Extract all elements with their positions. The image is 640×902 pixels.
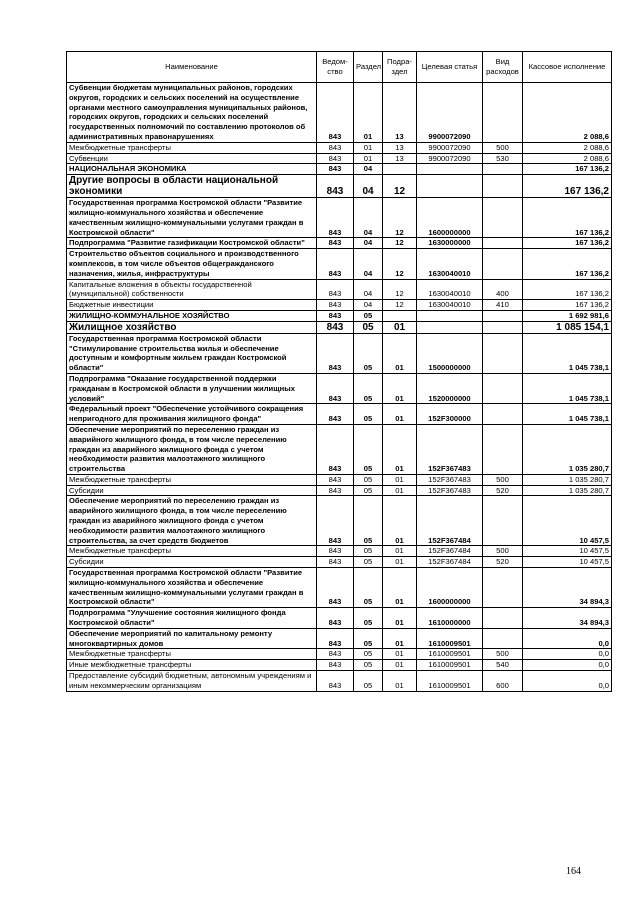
cell-target-article: 1600000000 [417, 198, 483, 238]
cell-target-article: 9900072090 [417, 83, 483, 143]
cell-target-article: 1610009501 [417, 649, 483, 660]
cell-podrazdel: 01 [383, 568, 417, 608]
table-row [67, 238, 612, 249]
cell-vedomstvo: 843 [317, 321, 354, 333]
cell-vedomstvo: 843 [317, 142, 354, 153]
table-row [67, 496, 612, 546]
table-row [67, 671, 612, 692]
cell-vedomstvo: 843 [317, 175, 354, 198]
cell-name: Предоставление субсидий бюджетным, автономным учреждениям и иным некоммерческим организациям [67, 671, 317, 692]
cell-target-article [417, 321, 483, 333]
table-row [67, 404, 612, 425]
cell-razdel: 04 [354, 238, 383, 249]
cell-razdel: 01 [354, 142, 383, 153]
cell-name: Федеральный проект "Обеспечение устойчивого сокращения непригодного для проживания жилищного фонда" [67, 404, 317, 425]
cell-podrazdel: 01 [383, 373, 417, 403]
cell-podrazdel: 01 [383, 321, 417, 333]
cell-expense-type: 520 [483, 485, 523, 496]
cell-razdel: 04 [354, 249, 383, 279]
cell-razdel: 05 [354, 660, 383, 671]
cell-name: Иные межбюджетные трансферты [67, 660, 317, 671]
cell-cash-execution: 10 457,5 [523, 546, 612, 557]
cell-cash-execution: 2 088,6 [523, 142, 612, 153]
cell-name: Субвенции [67, 153, 317, 164]
cell-vedomstvo: 843 [317, 164, 354, 175]
cell-target-article [417, 164, 483, 175]
cell-cash-execution: 2 088,6 [523, 83, 612, 143]
cell-podrazdel: 01 [383, 424, 417, 474]
table-row [67, 474, 612, 485]
cell-cash-execution: 1 035 280,7 [523, 424, 612, 474]
table-row [67, 568, 612, 608]
cell-podrazdel: 01 [383, 660, 417, 671]
cell-expense-type [483, 496, 523, 546]
cell-expense-type [483, 164, 523, 175]
table-row [67, 546, 612, 557]
cell-vedomstvo: 843 [317, 279, 354, 300]
cell-cash-execution: 0,0 [523, 660, 612, 671]
cell-cash-execution: 34 894,3 [523, 608, 612, 629]
cell-razdel: 05 [354, 568, 383, 608]
cell-podrazdel: 01 [383, 485, 417, 496]
cell-cash-execution: 1 692 981,6 [523, 310, 612, 321]
cell-podrazdel: 13 [383, 83, 417, 143]
cell-cash-execution: 167 136,2 [523, 164, 612, 175]
cell-cash-execution: 167 136,2 [523, 238, 612, 249]
cell-vedomstvo: 843 [317, 300, 354, 311]
cell-razdel: 01 [354, 153, 383, 164]
table-row [67, 660, 612, 671]
cell-name: Обеспечение мероприятий по переселению граждан из аварийного жилищного фонда, в том числе переселению граждан из аварийного жилищного фонда с учетом необходимости развития малоэтажного жилищного строительства [67, 424, 317, 474]
cell-podrazdel [383, 164, 417, 175]
cell-cash-execution: 0,0 [523, 649, 612, 660]
cell-target-article: 152F367484 [417, 557, 483, 568]
cell-razdel: 05 [354, 310, 383, 321]
cell-name: Межбюджетные трансферты [67, 649, 317, 660]
cell-vedomstvo: 843 [317, 404, 354, 425]
cell-cash-execution: 1 035 280,7 [523, 485, 612, 496]
cell-razdel: 04 [354, 300, 383, 311]
cell-vedomstvo: 843 [317, 568, 354, 608]
cell-expense-type: 400 [483, 279, 523, 300]
cell-target-article: 1630040010 [417, 300, 483, 311]
cell-expense-type [483, 310, 523, 321]
table-row [67, 333, 612, 373]
cell-razdel: 04 [354, 198, 383, 238]
cell-vedomstvo: 843 [317, 496, 354, 546]
cell-vedomstvo: 843 [317, 83, 354, 143]
cell-expense-type: 540 [483, 660, 523, 671]
cell-expense-type: 410 [483, 300, 523, 311]
cell-target-article [417, 175, 483, 198]
table-row [67, 175, 612, 198]
table-row [67, 373, 612, 403]
cell-razdel: 05 [354, 333, 383, 373]
cell-vedomstvo: 843 [317, 474, 354, 485]
cell-cash-execution: 34 894,3 [523, 568, 612, 608]
header-razdel: Раздел [354, 52, 383, 83]
cell-name: Государственная программа Костромской области "Развитие жилищно-коммунального хозяйства и обеспечение качественным жилищно-коммунальными услугами граждан в Костромской области" [67, 198, 317, 238]
cell-podrazdel: 01 [383, 608, 417, 629]
cell-razdel: 04 [354, 175, 383, 198]
cell-expense-type [483, 175, 523, 198]
budget-table [66, 51, 612, 692]
table-row [67, 321, 612, 333]
cell-vedomstvo: 843 [317, 649, 354, 660]
table-header-row [67, 52, 612, 83]
cell-razdel: 04 [354, 279, 383, 300]
cell-expense-type: 500 [483, 474, 523, 485]
cell-target-article: 152F367483 [417, 424, 483, 474]
cell-name: Государственная программа Костромской области "Развитие жилищно-коммунального хозяйства и обеспечение качественным жилищно-коммунальными услугами граждан в Костромской области" [67, 568, 317, 608]
header-name: Наименование [67, 52, 317, 83]
cell-name: Межбюджетные трансферты [67, 474, 317, 485]
header-vedomstvo: Ведом-ство [317, 52, 354, 83]
cell-razdel: 05 [354, 608, 383, 629]
cell-name: Государственная программа Костромской области "Стимулирование строительства жилья и обеспечение доступным и комфортным жильем граждан Костромской области" [67, 333, 317, 373]
cell-expense-type [483, 424, 523, 474]
cell-expense-type: 600 [483, 671, 523, 692]
cell-cash-execution: 2 088,6 [523, 153, 612, 164]
cell-name: Межбюджетные трансферты [67, 142, 317, 153]
cell-razdel: 05 [354, 496, 383, 546]
cell-cash-execution: 10 457,5 [523, 496, 612, 546]
cell-expense-type [483, 198, 523, 238]
cell-expense-type [483, 83, 523, 143]
cell-expense-type [483, 568, 523, 608]
cell-razdel: 05 [354, 557, 383, 568]
cell-expense-type: 500 [483, 142, 523, 153]
cell-name: Подпрограмма "Оказание государственной поддержки гражданам в Костромской области в улучшении жилищных условий" [67, 373, 317, 403]
cell-vedomstvo: 843 [317, 671, 354, 692]
cell-name: Межбюджетные трансферты [67, 546, 317, 557]
cell-expense-type: 530 [483, 153, 523, 164]
cell-razdel: 05 [354, 321, 383, 333]
cell-expense-type [483, 333, 523, 373]
cell-podrazdel: 01 [383, 671, 417, 692]
cell-target-article: 1630040010 [417, 249, 483, 279]
cell-vedomstvo: 843 [317, 373, 354, 403]
table-row [67, 424, 612, 474]
cell-razdel: 05 [354, 404, 383, 425]
header-target-article: Целевая статья [417, 52, 483, 83]
cell-vedomstvo: 843 [317, 249, 354, 279]
cell-podrazdel: 12 [383, 198, 417, 238]
cell-podrazdel: 12 [383, 300, 417, 311]
cell-podrazdel: 01 [383, 474, 417, 485]
cell-target-article: 1600000000 [417, 568, 483, 608]
cell-cash-execution: 1 085 154,1 [523, 321, 612, 333]
cell-target-article: 152F300000 [417, 404, 483, 425]
table-row [67, 164, 612, 175]
cell-razdel: 01 [354, 83, 383, 143]
cell-podrazdel: 01 [383, 496, 417, 546]
cell-vedomstvo: 843 [317, 485, 354, 496]
cell-name: Обеспечение мероприятий по капитальному ремонту многоквартирных домов [67, 628, 317, 649]
table-row [67, 557, 612, 568]
cell-name: Обеспечение мероприятий по переселению граждан из аварийного жилищного фонда, в том числе переселению граждан из аварийного жилищного фонда с учетом необходимости развития малоэтажного жилищного строительства, за счет средств бюджетов [67, 496, 317, 546]
cell-vedomstvo: 843 [317, 333, 354, 373]
table-row [67, 300, 612, 311]
cell-expense-type: 500 [483, 649, 523, 660]
cell-target-article: 1500000000 [417, 333, 483, 373]
table-row [67, 142, 612, 153]
cell-target-article: 152F367484 [417, 496, 483, 546]
cell-expense-type [483, 608, 523, 629]
cell-cash-execution: 167 136,2 [523, 175, 612, 198]
cell-target-article: 152F367483 [417, 474, 483, 485]
cell-target-article: 1610000000 [417, 608, 483, 629]
cell-cash-execution: 167 136,2 [523, 300, 612, 311]
cell-cash-execution: 167 136,2 [523, 279, 612, 300]
table-row [67, 649, 612, 660]
cell-expense-type [483, 249, 523, 279]
cell-podrazdel: 13 [383, 153, 417, 164]
cell-podrazdel: 12 [383, 279, 417, 300]
page-number: 164 [566, 866, 581, 877]
cell-vedomstvo: 843 [317, 424, 354, 474]
cell-cash-execution: 1 045 738,1 [523, 404, 612, 425]
cell-expense-type: 520 [483, 557, 523, 568]
cell-razdel: 05 [354, 424, 383, 474]
table-row [67, 628, 612, 649]
cell-name: Субсидии [67, 557, 317, 568]
cell-expense-type [483, 628, 523, 649]
cell-razdel: 05 [354, 628, 383, 649]
cell-podrazdel: 01 [383, 404, 417, 425]
cell-target-article: 1610009501 [417, 671, 483, 692]
cell-expense-type [483, 404, 523, 425]
cell-expense-type [483, 373, 523, 403]
cell-vedomstvo: 843 [317, 557, 354, 568]
cell-expense-type [483, 321, 523, 333]
cell-razdel: 05 [354, 485, 383, 496]
cell-name: Капитальные вложения в объекты государственной (муниципальной) собственности [67, 279, 317, 300]
cell-target-article: 152F367483 [417, 485, 483, 496]
table-row [67, 279, 612, 300]
cell-name: Строительство объектов социального и производственного комплексов, в том числе объектов общегражданского назначения, жилья, инфраструктуры [67, 249, 317, 279]
cell-cash-execution: 1 045 738,1 [523, 333, 612, 373]
table-row [67, 198, 612, 238]
cell-target-article: 9900072090 [417, 153, 483, 164]
cell-name: Субвенции бюджетам муниципальных районов, городских округов, городских и сельских поселений на осуществление органами местного самоуправления муниципальных районов, городских округов, городских и сельских поселений государственных полномочий по составлению протоколов об административных правонарушениях [67, 83, 317, 143]
cell-podrazdel: 01 [383, 628, 417, 649]
table-row [67, 310, 612, 321]
cell-cash-execution: 0,0 [523, 671, 612, 692]
table-row [67, 485, 612, 496]
cell-podrazdel [383, 310, 417, 321]
cell-target-article: 152F367484 [417, 546, 483, 557]
table-row [67, 83, 612, 143]
cell-razdel: 05 [354, 474, 383, 485]
cell-target-article: 1610009501 [417, 660, 483, 671]
cell-podrazdel: 12 [383, 238, 417, 249]
cell-vedomstvo: 843 [317, 628, 354, 649]
cell-target-article: 1610009501 [417, 628, 483, 649]
cell-target-article [417, 310, 483, 321]
cell-vedomstvo: 843 [317, 660, 354, 671]
cell-vedomstvo: 843 [317, 608, 354, 629]
cell-target-article: 1630040010 [417, 279, 483, 300]
cell-target-article: 1520000000 [417, 373, 483, 403]
cell-razdel: 04 [354, 164, 383, 175]
cell-podrazdel: 01 [383, 557, 417, 568]
table-row [67, 249, 612, 279]
cell-cash-execution: 167 136,2 [523, 249, 612, 279]
cell-podrazdel: 01 [383, 333, 417, 373]
cell-target-article: 9900072090 [417, 142, 483, 153]
cell-expense-type: 500 [483, 546, 523, 557]
cell-razdel: 05 [354, 649, 383, 660]
cell-podrazdel: 12 [383, 175, 417, 198]
cell-podrazdel: 01 [383, 546, 417, 557]
header-expense-type: Вид расходов [483, 52, 523, 83]
header-cash-execution: Кассовое исполнение [523, 52, 612, 83]
cell-podrazdel: 12 [383, 249, 417, 279]
cell-name: ЖИЛИЩНО-КОММУНАЛЬНОЕ ХОЗЯЙСТВО [67, 310, 317, 321]
cell-cash-execution: 1 045 738,1 [523, 373, 612, 403]
cell-expense-type [483, 238, 523, 249]
cell-cash-execution: 1 035 280,7 [523, 474, 612, 485]
cell-vedomstvo: 843 [317, 310, 354, 321]
table-body [67, 83, 612, 692]
cell-name: Жилищное хозяйство [67, 321, 317, 333]
cell-cash-execution: 10 457,5 [523, 557, 612, 568]
cell-razdel: 05 [354, 546, 383, 557]
cell-vedomstvo: 843 [317, 238, 354, 249]
cell-cash-execution: 167 136,2 [523, 198, 612, 238]
table-row [67, 608, 612, 629]
cell-vedomstvo: 843 [317, 198, 354, 238]
cell-vedomstvo: 843 [317, 546, 354, 557]
cell-name: Подпрограмма "Развитие газификации Костромской области" [67, 238, 317, 249]
cell-name: НАЦИОНАЛЬНАЯ ЭКОНОМИКА [67, 164, 317, 175]
cell-razdel: 05 [354, 671, 383, 692]
cell-name: Другие вопросы в области национальной экономики [67, 175, 317, 198]
table-row [67, 153, 612, 164]
cell-vedomstvo: 843 [317, 153, 354, 164]
cell-podrazdel: 13 [383, 142, 417, 153]
cell-target-article: 1630000000 [417, 238, 483, 249]
cell-name: Подпрограмма "Улучшение состояния жилищного фонда Костромской области" [67, 608, 317, 629]
cell-razdel: 05 [354, 373, 383, 403]
cell-podrazdel: 01 [383, 649, 417, 660]
cell-name: Бюджетные инвестиции [67, 300, 317, 311]
cell-name: Субсидии [67, 485, 317, 496]
header-podrazdel: Подра-здел [383, 52, 417, 83]
cell-cash-execution: 0,0 [523, 628, 612, 649]
